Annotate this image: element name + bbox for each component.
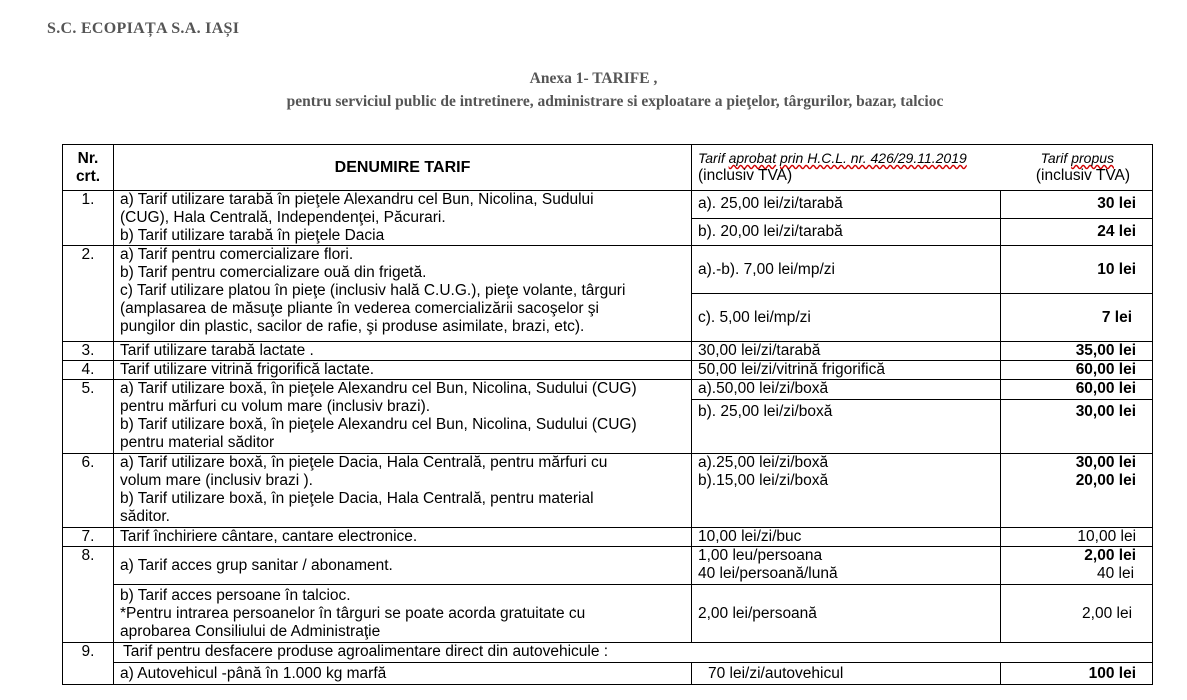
description-line: volum mare (inclusiv brazi ). [120,472,313,489]
header-aprobat-word1: Tarif [698,150,725,166]
company-name: S.C. ECOPIAȚA S.A. IAȘI [47,20,240,37]
header-propus-word1: Tarif [1040,150,1068,166]
approved-tariff: a).-b). 7,00 lei/mp/zi [692,246,1001,294]
approved-tariff: c). 5,00 lei/mp/zi [692,294,1001,342]
description-line: pentru mărfuri cu volum mare (inclusiv brazi). [120,398,431,415]
row-description: Tarif utilizare vitrină frigorifică lactate. [114,361,692,380]
header-propus-tva: (inclusiv TVA) [1035,167,1131,184]
table-row [63,663,1153,685]
approved-tariff: 10,00 lei/zi/buc [692,528,1001,547]
table-row [63,585,1153,643]
row-description [114,246,692,342]
description-line: b) Tarif pentru comercializare ouă din frigetă. [120,264,427,281]
description-line: *Pentru intrarea persoanelor în târguri se poate acorda gratuitate cu [120,605,586,622]
row-number: 9. [63,643,114,685]
description-line: aprobarea Consiliului de Administraţie [120,623,381,640]
table-row [63,528,1153,547]
table-row [63,547,1153,585]
description-line: a) Tarif utilizare tarabă în pieţele Alexandru cel Bun, Nicolina, Sudului [120,191,594,208]
table-row [63,361,1153,380]
description-line: a) Tarif utilizare boxă, în pieţele Dacia, Hala Centrală, pentru mărfuri cu [120,454,608,471]
row-number: 4. [63,361,114,380]
description-line: săditor. [120,508,170,525]
proposed-tariff: 30,00 lei [1001,400,1153,454]
proposed-tariff [1001,547,1153,585]
proposed-tariff: 24 lei [1001,218,1153,246]
description-line: b) Tarif utilizare boxă, în pieţele Alexandru cel Bun, Nicolina, Sudului (CUG) [120,416,637,433]
row-number: 2. [63,246,114,342]
proposed-tariff-line: 20,00 lei [1075,472,1137,489]
row-number: 1. [63,191,114,246]
approved-tariff-line: a).25,00 lei/zi/boxă [698,454,829,471]
row-number: 6. [63,454,114,528]
table-row [63,246,1153,294]
row-number: 3. [63,342,114,361]
approved-tariff: 30,00 lei/zi/tarabă [692,342,1001,361]
description-line: pentru material săditor [120,434,275,451]
proposed-tariff: 60,00 lei [1001,361,1153,380]
header-propus-word2: propus [1071,150,1115,166]
row-description: Tarif închiriere cântare, cantare electronice. [114,528,692,547]
row-description: Tarif utilizare tarabă lactate . [114,342,692,361]
approved-tariff: a).50,00 lei/zi/boxă [692,380,1001,400]
approved-tariff-line: b).15,00 lei/zi/boxă [698,472,829,489]
annex-subtitle: pentru serviciul public de intretinere, administrare si exploatare a pieţelor, târgurilor, bazar, talcioc [286,93,944,110]
table-row [63,380,1153,400]
approved-tariff [692,547,1001,585]
table-row [63,342,1153,361]
header-propus [1041,149,1146,167]
row-number: 7. [63,528,114,547]
row-description: Tarif pentru desfacere produse agroalimentare direct din autovehicule : [114,643,1153,663]
description-line: c) Tarif utilizare platou în pieţe (inclusiv hală C.U.G.), pieţe volante, târguri [120,282,626,299]
row-number: 8. [63,547,114,643]
header-denumire: DENUMIRE TARIF [114,145,692,191]
proposed-tariff: 60,00 lei [1001,380,1153,400]
description-line: (amplasarea de măsuţe pliante în vederea comercializării sacoşelor şi [120,300,600,317]
proposed-tariff: 7 lei [1001,294,1153,342]
proposed-tariff: 30 lei [1001,191,1153,219]
description-line: a) Tarif pentru comercializare flori. [120,246,354,263]
description-line: (CUG), Hala Centrală, Independenţei, Păcurari. [120,209,446,226]
row-description [114,191,692,246]
description-line: pungilor din plastic, sacilor de rafie, şi produse asimilate, brazi, etc). [120,318,585,335]
header-aprobat-tva: (inclusiv TVA) [698,167,793,184]
header-crt: crt. [75,167,101,185]
description-line: a) Tarif utilizare boxă, în pieţele Alexandru cel Bun, Nicolina, Sudului (CUG) [120,380,637,397]
approved-tariff: a). 25,00 lei/zi/tarabă [692,191,1001,219]
approved-tariff: 2,00 lei/persoană [692,585,1001,643]
annex-title: Anexa 1- TARIFE , [529,70,658,87]
proposed-tariff-line: 30,00 lei [1075,454,1137,471]
approved-tariff: b). 20,00 lei/zi/tarabă [692,218,1001,246]
header-aprobat-word2: aprobat [728,150,777,166]
proposed-tariff [1001,454,1153,528]
table-header-row [63,145,1153,191]
approved-tariff [692,454,1001,528]
approved-tariff: 70 lei/zi/autovehicul [692,663,1001,685]
proposed-tariff: 10 lei [1001,246,1153,294]
row-description: a) Tarif acces grup sanitar / abonament. [114,547,692,585]
table-row [63,454,1153,528]
description-line: b) Tarif acces persoane în talcioc. [120,587,351,604]
row-description [114,380,692,454]
proposed-tariff: 10,00 lei [1001,528,1153,547]
header-nr-crt [63,145,114,191]
row-description [114,585,692,643]
proposed-tariff: 35,00 lei [1001,342,1153,361]
description-line: b) Tarif utilizare boxă, în pieţele Dacia, Hala Centrală, pentru material [120,490,594,507]
proposed-tariff: 2,00 lei [1001,585,1153,643]
approved-tariff: b). 25,00 lei/zi/boxă [692,400,1001,454]
proposed-tariff: 100 lei [1001,663,1153,685]
tariff-table [62,144,1153,685]
header-tarife [692,145,1153,191]
header-nr: Nr. [77,149,99,167]
proposed-tariff-line: 2,00 lei [1084,547,1137,564]
table-row [63,643,1153,663]
header-aprobat-rest: prin H.C.L. nr. 426/29.11.2019 [779,150,967,166]
approved-tariff: 50,00 lei/zi/vitrină frigorifică [692,361,1001,380]
description-line: b) Tarif utilizare tarabă în pieţele Dacia [120,227,385,244]
row-number: 5. [63,380,114,454]
row-description [114,454,692,528]
header-aprobat [698,149,967,167]
row-description: a) Autovehicul -până în 1.000 kg marfă [114,663,692,685]
table-row [63,191,1153,219]
approved-tariff-line: 1,00 leu/persoana [698,547,823,564]
approved-tariff-line: 40 lei/persoană/lună [698,565,838,582]
proposed-tariff-line: 40 lei [1096,565,1135,582]
